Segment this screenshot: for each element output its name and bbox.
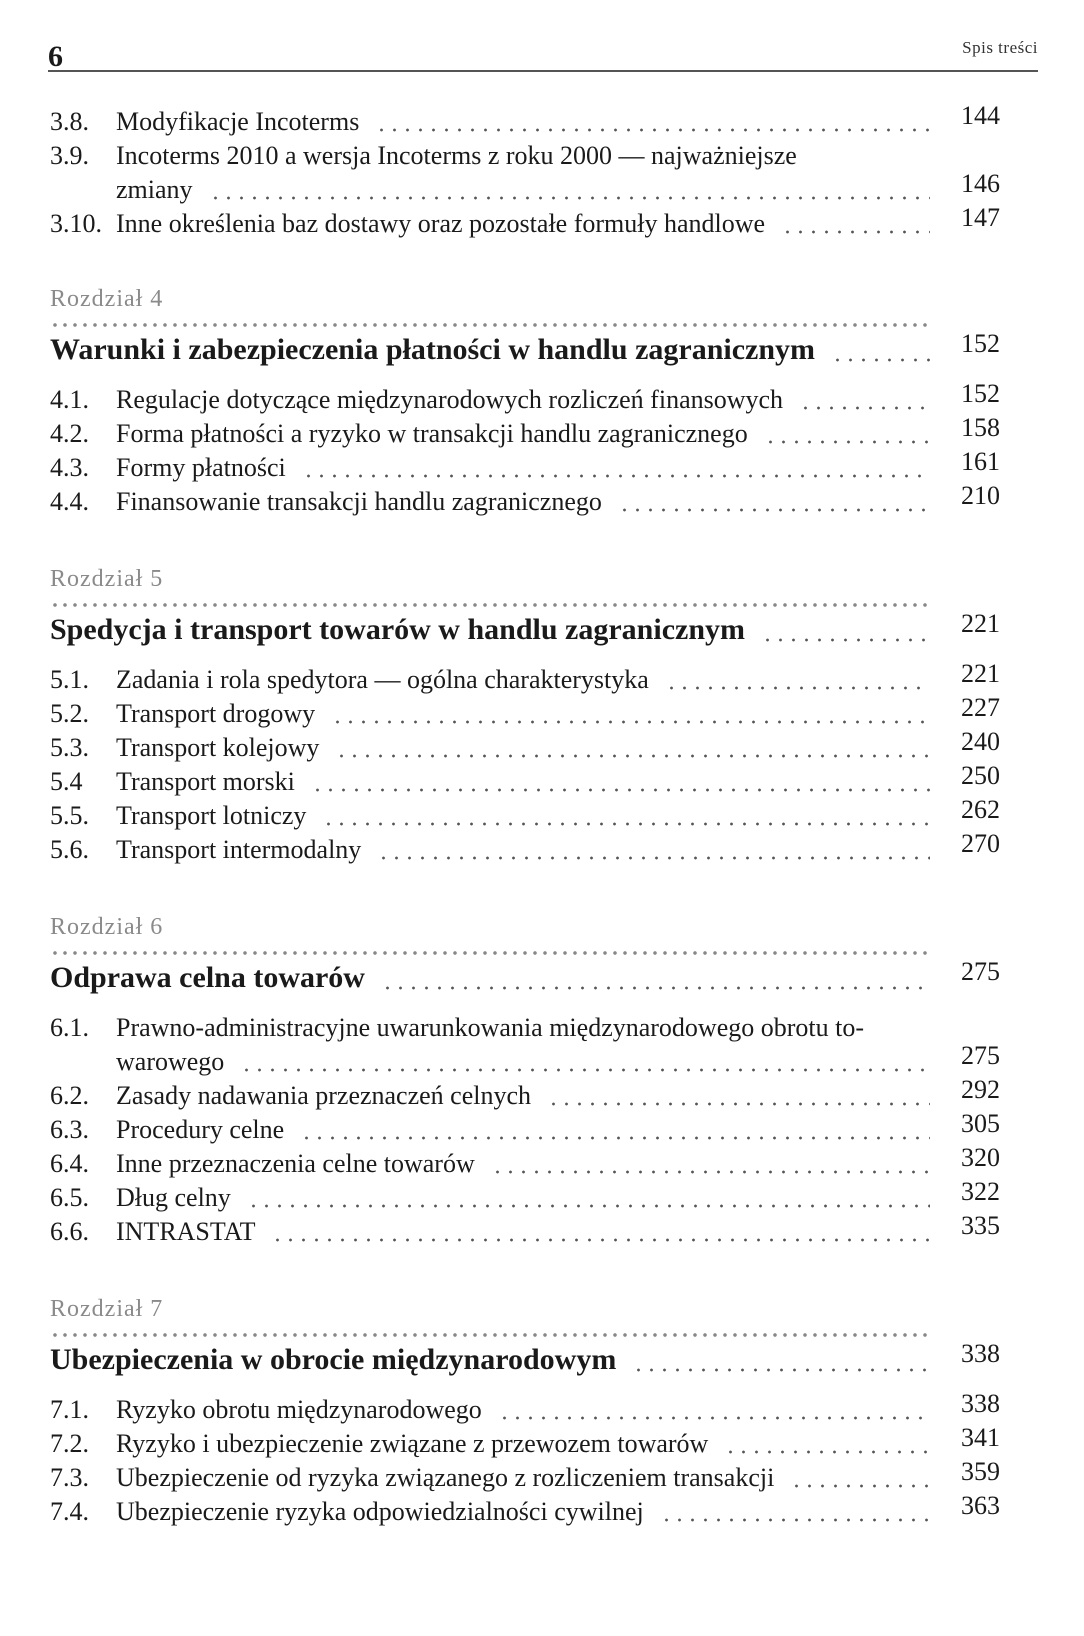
entry-title: Transport lotniczy	[116, 801, 307, 830]
chapter-label: Rozdział 4	[50, 286, 164, 312]
entry-title: Finansowanie transakcji handlu zagranicznego	[116, 487, 602, 516]
dot-leader	[209, 196, 930, 200]
entry-page-number: 161	[961, 447, 1000, 476]
entry-page-number: 144	[961, 101, 1000, 130]
entry-number: 5.6.	[50, 835, 89, 864]
entry-number: 5.5.	[50, 801, 89, 830]
entry-page-number: 292	[961, 1075, 1000, 1104]
entry-title: Zadania i rola spedytora — ogólna charakterystyka	[116, 665, 649, 694]
dot-leader	[247, 1204, 930, 1208]
dot-leader	[240, 1068, 930, 1072]
dot-leader	[831, 358, 930, 362]
entry-title: Transport drogowy	[116, 699, 316, 728]
chapter-page-number: 152	[961, 329, 1000, 358]
dot-leader	[790, 1484, 930, 1488]
entry-page-number: 275	[961, 1041, 1000, 1070]
dot-leader	[271, 1238, 930, 1242]
toc-entry[interactable]	[50, 664, 649, 696]
entry-page-number: 359	[961, 1457, 1000, 1486]
dot-leader	[665, 686, 930, 690]
entry-title: Ryzyko obrotu międzynarodowego	[116, 1395, 482, 1424]
chapter-label: Rozdział 5	[50, 566, 164, 592]
dot-leader	[498, 1416, 930, 1420]
toc-entry[interactable]	[50, 418, 748, 450]
toc-entry[interactable]	[50, 1080, 531, 1112]
entry-number: 5.2.	[50, 699, 89, 728]
entry-page-number: 338	[961, 1389, 1000, 1418]
entry-number: 4.4.	[50, 487, 89, 516]
entry-title: Zasady nadawania przeznaczeń celnych	[116, 1081, 532, 1110]
entry-title: Ubezpieczenie od ryzyka związanego z rozliczeniem transakcji	[116, 1463, 775, 1492]
chapter-page-number: 275	[961, 957, 1000, 986]
entry-page-number: 240	[961, 727, 1000, 756]
chapter-page-number: 338	[961, 1339, 1000, 1368]
toc-entry[interactable]	[50, 698, 315, 730]
entry-title: Inne przeznaczenia celne towarów	[116, 1149, 475, 1178]
entry-number: 4.3.	[50, 453, 89, 482]
entry-number: 6.4.	[50, 1149, 89, 1178]
entry-page-number: 320	[961, 1143, 1000, 1172]
entry-page-number: 363	[961, 1491, 1000, 1520]
toc-entry[interactable]	[50, 452, 286, 484]
toc-entry[interactable]	[50, 1012, 864, 1044]
entry-page-number: 227	[961, 693, 1000, 722]
chapter-title[interactable]: Spedycja i transport towarów w handlu zagranicznym	[50, 613, 745, 646]
entry-page-number: 322	[961, 1177, 1000, 1206]
entry-page-number: 147	[961, 203, 1000, 232]
dot-leader	[300, 1136, 930, 1140]
entry-page-number: 341	[961, 1423, 1000, 1452]
entry-page-number: 210	[961, 481, 1000, 510]
chapter-title[interactable]: Warunki i zabezpieczenia płatności w handlu zagranicznym	[50, 333, 816, 366]
entry-title: Ryzyko i ubezpieczenie związane z przewozem towarów	[116, 1429, 709, 1458]
entry-page-number: 146	[961, 169, 1000, 198]
entry-number: 5.3.	[50, 733, 89, 762]
entry-title: INTRASTAT	[116, 1217, 256, 1246]
chapter-title[interactable]: Odprawa celna towarów	[50, 961, 365, 994]
entry-number: 3.8.	[50, 107, 89, 136]
entry-page-number: 305	[961, 1109, 1000, 1138]
entry-page-number: 250	[961, 761, 1000, 790]
dot-leader	[375, 128, 930, 132]
dot-leader	[618, 508, 930, 512]
entry-title-continuation: warowego	[116, 1047, 225, 1076]
dot-leader	[331, 720, 930, 724]
toc-entry[interactable]	[50, 800, 306, 832]
toc-entry[interactable]	[50, 1114, 284, 1146]
toc-entry[interactable]	[50, 384, 783, 416]
dot-leader	[632, 1368, 930, 1372]
entry-page-number: 158	[961, 413, 1000, 442]
entry-number: 5.1.	[50, 665, 89, 694]
toc-entry[interactable]	[50, 1496, 644, 1528]
entry-page-number: 262	[961, 795, 1000, 824]
toc-entry[interactable]	[50, 140, 797, 172]
page-header	[48, 34, 1038, 73]
entry-number: 6.1.	[50, 1013, 89, 1042]
chapter-label: Rozdział 6	[50, 914, 164, 940]
toc-entry[interactable]	[50, 834, 361, 866]
dot-leader	[491, 1170, 930, 1174]
chapter-dot-rule	[50, 322, 928, 328]
entry-title: Transport intermodalny	[116, 835, 362, 864]
entry-title: Procedury celne	[116, 1115, 285, 1144]
dot-leader	[377, 856, 930, 860]
entry-number: 6.5.	[50, 1183, 89, 1212]
toc-entry[interactable]	[50, 1182, 231, 1214]
toc-entry[interactable]	[50, 1148, 475, 1180]
dot-leader	[311, 788, 930, 792]
toc-entry[interactable]	[50, 486, 602, 518]
entry-title-continuation: zmiany	[116, 175, 193, 204]
entry-number: 7.2.	[50, 1429, 89, 1458]
toc-entry[interactable]	[50, 732, 319, 764]
entry-page-number: 335	[961, 1211, 1000, 1240]
dot-leader	[799, 406, 930, 410]
dot-leader	[547, 1102, 930, 1106]
entry-title: Formy płatności	[116, 453, 286, 482]
entry-number: 4.1.	[50, 385, 89, 414]
toc-entry[interactable]	[50, 106, 359, 138]
entry-title: Transport morski	[116, 767, 295, 796]
entry-title: Inne określenia baz dostawy oraz pozostałe formuły handlowe	[116, 209, 766, 238]
entry-number: 7.3.	[50, 1463, 89, 1492]
entry-page-number: 221	[961, 659, 1000, 688]
entry-number: 6.6.	[50, 1217, 89, 1246]
toc-entry[interactable]	[50, 1462, 774, 1494]
entry-number: 3.9.	[50, 141, 89, 170]
dot-leader	[764, 440, 930, 444]
entry-title: Incoterms 2010 a wersja Incoterms z roku 2000 — najważniejsze	[116, 141, 797, 170]
dot-leader	[724, 1450, 930, 1454]
entry-title: Modyfikacje Incoterms	[116, 107, 360, 136]
header-rule	[48, 70, 1038, 72]
entry-page-number: 270	[961, 829, 1000, 858]
entry-number: 5.4	[50, 767, 83, 796]
chapter-dot-rule	[50, 950, 928, 956]
toc-entry[interactable]	[50, 1394, 482, 1426]
entry-number: 3.10.	[50, 209, 102, 238]
entry-title: Forma płatności a ryzyko w transakcji handlu zagranicznego	[116, 419, 748, 448]
toc-entry[interactable]	[50, 208, 765, 240]
dot-leader	[322, 822, 930, 826]
dot-leader	[335, 754, 930, 758]
entry-number: 7.4.	[50, 1497, 89, 1526]
chapter-label: Rozdział 7	[50, 1296, 164, 1322]
entry-number: 6.2.	[50, 1081, 89, 1110]
toc-entry[interactable]	[50, 1428, 708, 1460]
toc-entry[interactable]	[50, 1216, 255, 1248]
dot-leader	[381, 986, 930, 990]
entry-title: Prawno-administracyjne uwarunkowania międzynarodowego obrotu to-	[116, 1013, 865, 1042]
entry-number: 4.2.	[50, 419, 89, 448]
chapter-title[interactable]: Ubezpieczenia w obrocie międzynarodowym	[50, 1343, 617, 1376]
entry-title: Dług celny	[116, 1183, 231, 1212]
dot-leader	[781, 230, 930, 234]
dot-leader	[302, 474, 930, 478]
entry-number: 7.1.	[50, 1395, 89, 1424]
entry-title: Regulacje dotyczące międzynarodowych rozliczeń finansowych	[116, 385, 784, 414]
chapter-dot-rule	[50, 602, 928, 608]
entry-number: 6.3.	[50, 1115, 89, 1144]
page-number: 6	[48, 40, 63, 73]
chapter-dot-rule	[50, 1332, 928, 1338]
toc-entry[interactable]	[50, 766, 295, 798]
entry-title: Ubezpieczenie ryzyka odpowiedzialności cywilnej	[116, 1497, 644, 1526]
dot-leader	[761, 638, 930, 642]
entry-page-number: 152	[961, 379, 1000, 408]
dot-leader	[660, 1518, 930, 1522]
entry-title: Transport kolejowy	[116, 733, 320, 762]
running-title: Spis treści	[962, 38, 1038, 57]
chapter-page-number: 221	[961, 609, 1000, 638]
